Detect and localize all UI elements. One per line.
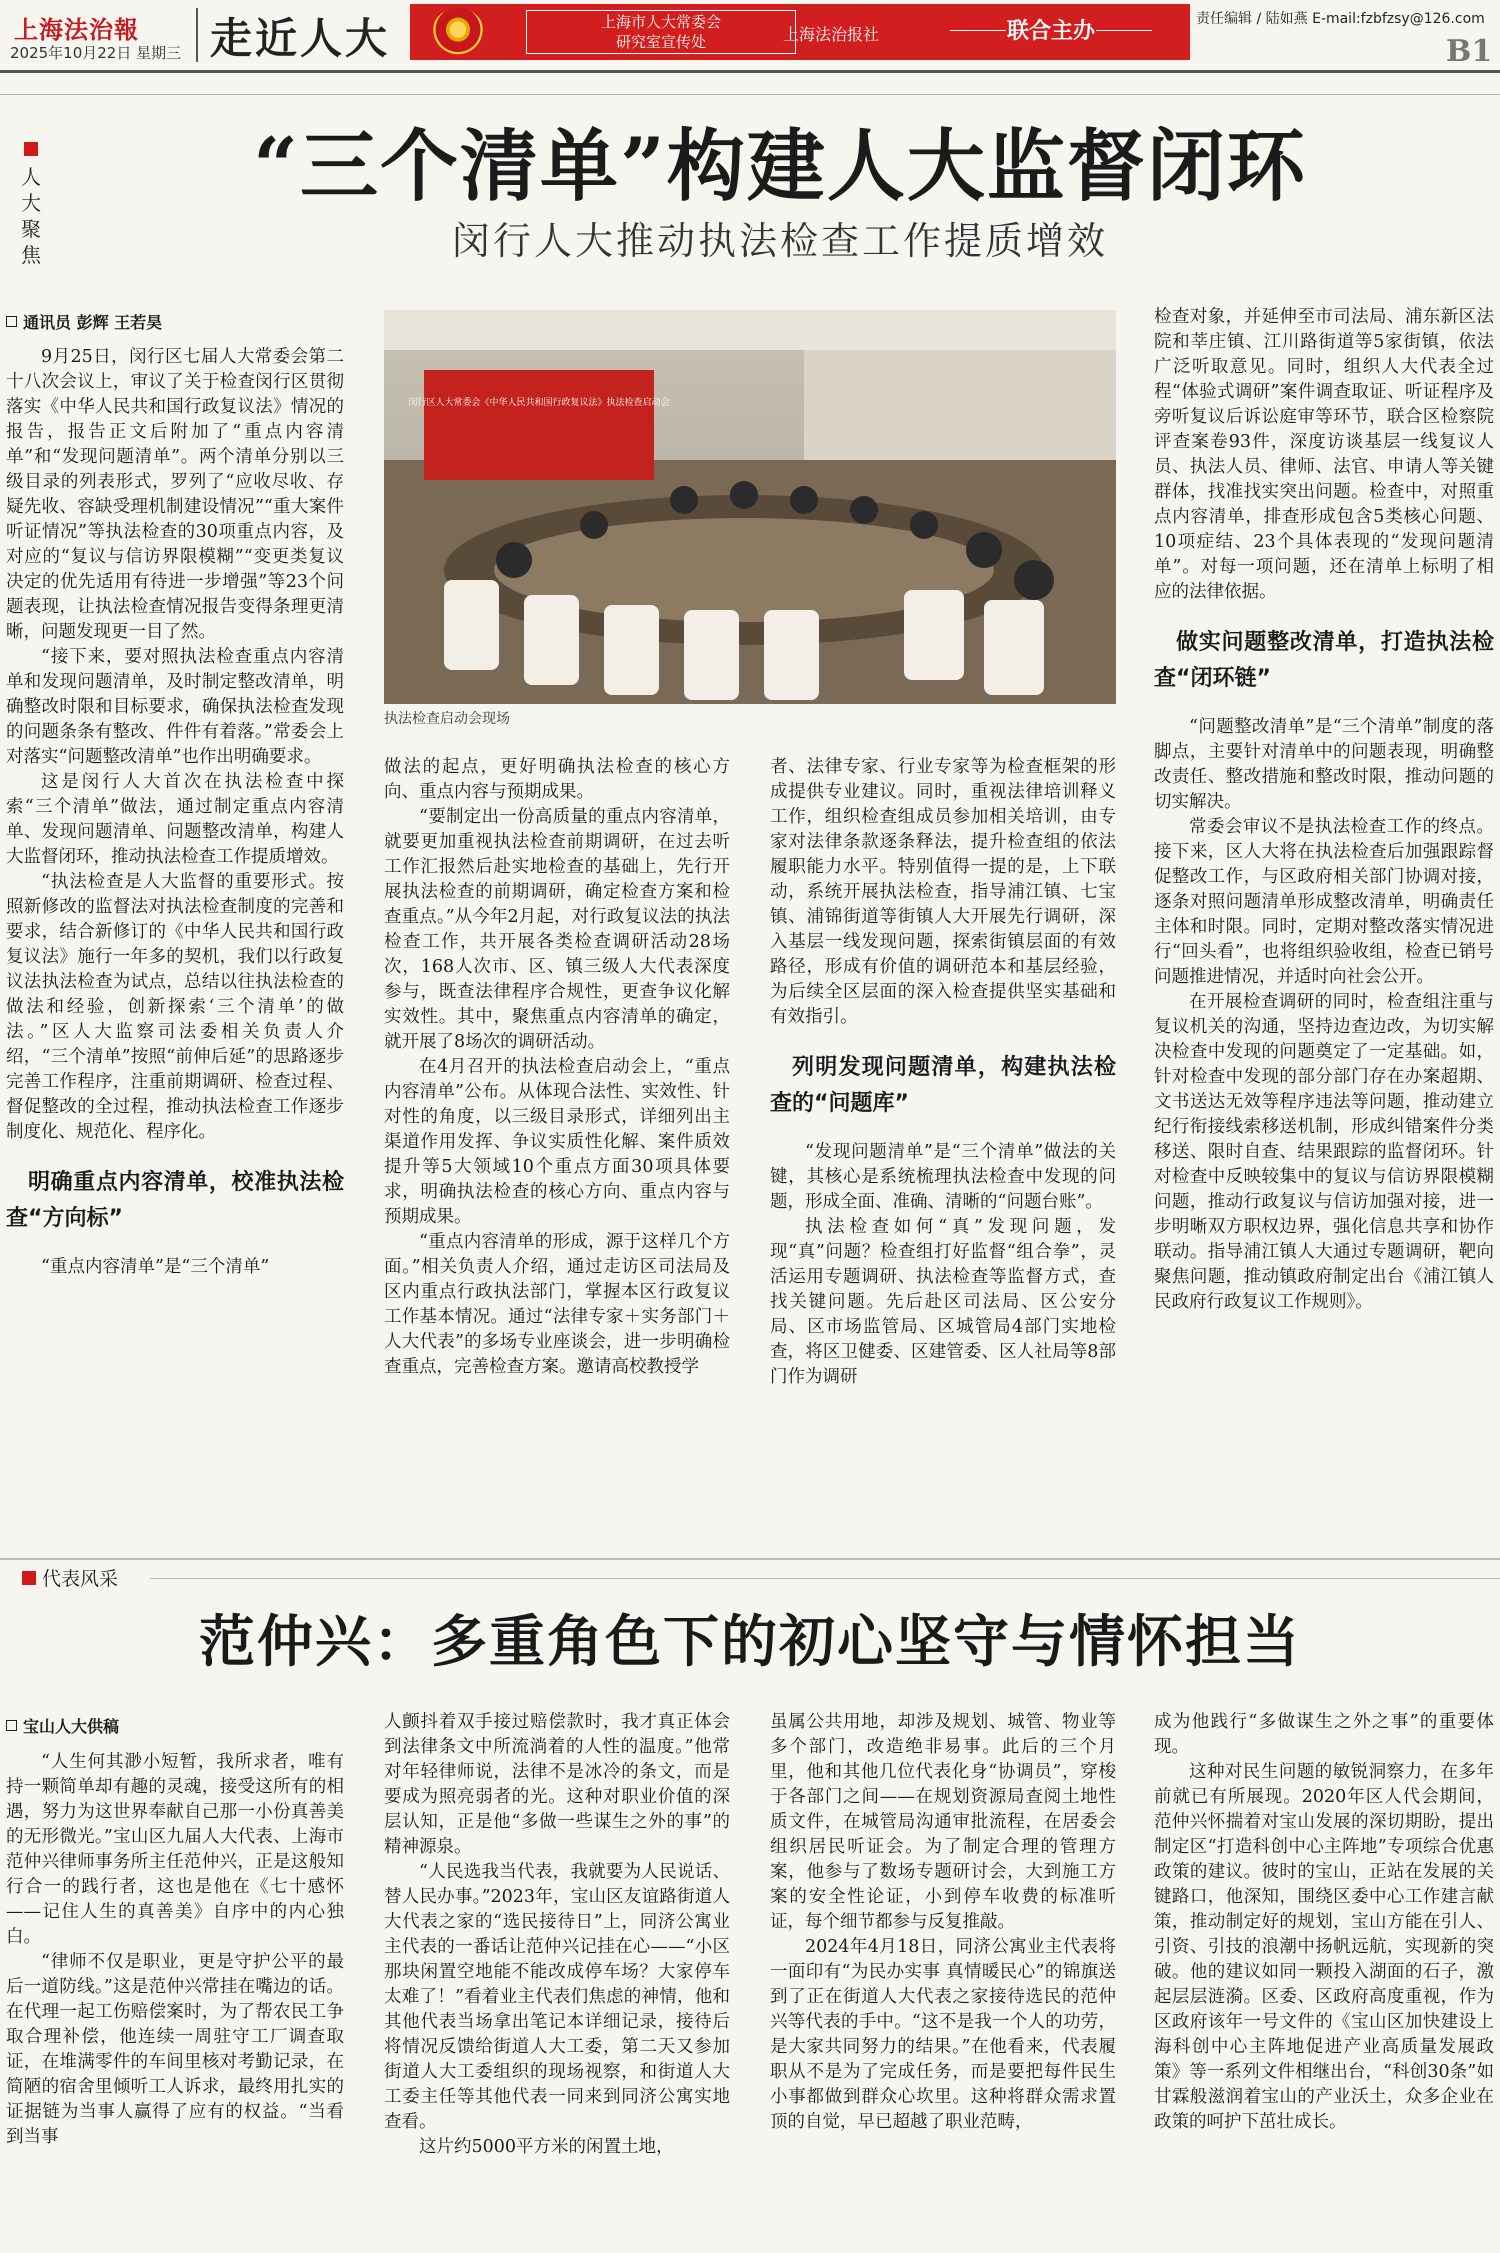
paragraph: “执法检查是人大监督的重要形式。按照新修改的监督法对执法检查制度的完善和要求，结合新修订的《中华人民共和国行政复议法》施行一年多的契机，我们以行政复议法执法检查为试点，总结以往执法检查的做法和经验，创新探索‘三个清单’的做法。”区人大监察司法委相关负责人介绍，“三个清单”按照“前伸后延”的思路逐步完善工作程序，注重前期调研、检查过程、督促整改的全过程，推动执法检查工作逐步制度化、规范化、程序化。: [6, 872, 344, 1142]
column-title: 走近人大: [210, 14, 391, 63]
article2-byline: [6, 1714, 119, 1737]
sub-headline: 闵行人大推动执法检查工作提质增效: [451, 219, 1108, 263]
article2-column-4: [1154, 1710, 1494, 2245]
red-square-icon: [22, 1571, 36, 1585]
paragraph: 在开展检查调研的同时，检查组注重与复议机关的沟通，坚持边查边改，为切实解决检查中发现的问题奠定了一定基础。如，针对检查中发现的部分部门存在办案超期、文书送达无效等程序违法等问题，推动建立纪行衔接线索移送机制，形成纠错案件分类移送、限时自查、结果跟踪的监督闭环。针对检查中反映较集中的复议与信访界限模糊问题，推动行政复议与信访加强对接，进一步明晰双方职权边界，强化信息共享和协作联动。指导浦江镇人大通过专题调研，靶向聚焦问题，推动镇政府制定出台《浦江镇人民政府行政复议工作规则》。: [1154, 992, 1494, 1312]
byline-text: 宝山人大供稿: [23, 1717, 120, 1736]
article2-column-1: [6, 1750, 344, 2245]
article2-headline: 范仲兴：多重角色下的初心坚守与情怀担当: [199, 1609, 1301, 1675]
subheading: 做实问题整改清单，打造执法检查“闭环链”: [1154, 630, 1494, 691]
paragraph: “人民选我当代表，我就要为人民说话、替人民办事。”2023年，宝山区友谊路街道人大代表之家的“选民接待日”上，同济公寓业主代表的一番话让范仲兴记挂在心——“小区那块闲置空地能不能改成停车场？大家停车太难了！”看着业主代表们焦虑的神情，他和其他代表当场拿出笔记本详细记录，接待后将情况反馈给街道人大工委，第二天又参加街道人大工委组织的现场视察，和街道人大工委主任等其他代表一同来到同济公寓实地查看。: [384, 1862, 730, 2132]
meeting-room-illustration: [384, 310, 1116, 704]
section-rule: [150, 1578, 1500, 1579]
joint-host-label: 联合主办: [1006, 18, 1095, 44]
paragraph: “问题整改清单”是“三个清单”制度的落脚点，主要针对清单中的问题表现，明确整改责任、整改措施和整改时限，推动问题的切实解决。: [1154, 717, 1494, 812]
sponsor-line-2: 研究室宣传处: [615, 33, 706, 51]
paragraph: 在4月召开的执法检查启动会上，“重点内容清单”公布。从体现合法性、实效性、针对性的角度，以三级目录形式，详细列出主渠道作用发挥、争议实质性化解、案件质效提升等5大领域10个重点方面30项具体要求，明确执法检查的核心方向、重点内容与预期成果。: [384, 1057, 730, 1227]
paragraph: 虽属公共用地，却涉及规划、城管、物业等多个部门，改造绝非易事。此后的三个月里，他和其他几位代表化身“协调员”，穿梭于各部门之间——在规划资源局查阅土地性质文件，在城管局沟通审批流程，在居委会组织居民听证会。为了制定合理的管理方案，他参与了数场专题研讨会，大到施工方案的安全性论证，小到停车收费的标准听证，每个细节都参与反复推敲。: [770, 1712, 1116, 1932]
photo-caption: 执法检查启动会现场: [384, 711, 510, 727]
paragraph: “要制定出一份高质量的重点内容清单，就要更加重视执法检查前期调研，在过去听工作汇报然后赴实地检查的基础上，先行开展执法检查的前期调研，确定检查方案和检查重点。”从今年2月起，对行政复议法的执法检查工作，共开展各类检查调研活动28场次，168人次市、区、镇三级人大代表深度参与，既查法律程序合规性，更查争议化解实效性。其中，聚焦重点内容清单的确定，就开展了8场次的调研活动。: [384, 807, 730, 1052]
paragraph: 这是闵行人大首次在执法检查中探索“三个清单”做法，通过制定重点内容清单、发现问题清单、问题整改清单，构建人大监督闭环，推动执法检查工作提质增效。: [6, 772, 344, 867]
masthead-divider: [196, 8, 198, 62]
article1-column-3: [770, 755, 1116, 1545]
paragraph: “发现问题清单”是“三个清单”做法的关键，其核心是系统梳理执法检查中发现的问题，形成全面、准确、清晰的“问题台账”。: [770, 1142, 1116, 1212]
article2-column-2: [384, 1710, 730, 2245]
article2-column-3: [770, 1710, 1116, 2245]
article-separator: [0, 1558, 1500, 1560]
paragraph: “人生何其渺小短暂，我所求者，唯有持一颗简单却有趣的灵魂，接受这所有的相遇，努力为这世界奉献自己那一小份真善美的无形微光。”宝山区九届人大代表、上海市范仲兴律师事务所主任范仲兴，正是这般知行合一的践行者，这也是他在《七十感怀——记住人生的真善美》自序中的内心独白。: [6, 1752, 344, 1947]
paragraph: 检查对象，并延伸至市司法局、浦东新区法院和莘庄镇、江川路街道等5家街镇，依法广泛听取意见。同时，组织人大代表全过程“体验式调研”案件调查取证、听证程序及旁听复议后诉讼庭审等环节，联合区检察院评查案卷93件，深度访谈基层一线复议人员、执法人员、律师、法官、申请人等关键群体，找准找实突出问题。检查中，对照重点内容清单，排查形成包含5类核心问题、10项症结、23个具体表现的“发现问题清单”。对每一项问题，还在清单上标明了相应的法律依据。: [1154, 307, 1494, 602]
host-rule-right: [1096, 30, 1152, 31]
sponsor-box: [526, 10, 796, 54]
paragraph: 执法检查如何“真”发现问题，发现“真”问题？检查组打好监督“组合拳”，灵活运用专题调研、执法检查等监督方式，查找关键问题。先后赴区司法局、区公安分局、区市场监管局、区城管局4部门实地检查，将区卫健委、区建管委、区人社局等8部门作为调研: [770, 1217, 1116, 1387]
section-tag: [18, 142, 44, 268]
article1-column-2: [384, 755, 730, 1545]
photo-banner-text: 闵行区人大常委会《中华人民共和国行政复议法》执法检查启动会: [408, 398, 670, 408]
paragraph: 这种对民生问题的敏锐洞察力，在多年前就已有所展现。2020年区人代会期间，范仲兴怀揣着对宝山发展的深切期盼，提出制定区“打造科创中心主阵地”专项综合优惠政策的建议。彼时的宝山，正站在发展的关键路口，他深知，围绕区委中心工作建言献策，推动制定好的规划，宝山方能在引人、引资、引技的浪潮中扬帆远航，实现新的突破。他的建议如同一颗投入湖面的石子，激起层层涟漪。区委、区政府高度重视，作为区政府该年一号文件的《宝山区加快建设上海科创中心主阵地促进产业高质量发展政策》等一系列文件相继出台，“科创30条”如甘霖般滋润着宝山的产业沃土，众多企业在政策的呵护下茁壮成长。: [1154, 1762, 1494, 2132]
section-tag-label: 人大聚焦: [21, 165, 41, 267]
byline: [6, 310, 162, 333]
paragraph: 成为他践行“多做谋生之外之事”的重要体现。: [1154, 1712, 1494, 1757]
paragraph: 2024年4月18日，同济公寓业主代表将一面印有“为民办实事 真情暖民心”的锦旗送到了正在街道人大代表之家接待选民的范仲兴等代表的手中。“这不是我一个人的功劳，是大家共同努力的结果。”在他看来，代表履职从不是为了完成任务，而是要把每件民生小事都做到群众心坎里。这种将群众需求置顶的自觉，早已超越了职业范畴，: [770, 1937, 1116, 2132]
paragraph: 人颤抖着双手接过赔偿款时，我才真正体会到法律条文中所流淌着的人性的温度。”他常对年轻律师说，法律不是冰冷的条文，而是要成为照亮弱者的光。这种对职业价值的深层认知，正是他“多做一些谋生之外的事”的精神源泉。: [384, 1712, 730, 1857]
paragraph: “重点内容清单”是“三个清单”: [41, 1257, 270, 1277]
subheading: 明确重点内容清单，校准执法检查“方向标”: [6, 1170, 344, 1231]
issue-date: 2025年10月22日 星期三: [10, 44, 182, 62]
sponsor-line-1: 上海市人大常委会: [600, 13, 721, 31]
subheading: 列明发现问题清单，构建执法检查的“问题库”: [770, 1055, 1116, 1116]
red-square-icon: [24, 142, 38, 156]
byline-box-icon: [6, 1720, 17, 1731]
paragraph: “律师不仅是职业，更是守护公平的最后一道防线。”这是范仲兴常挂在嘴边的话。在代理一起工伤赔偿案时，为了帮农民工争取合理补偿，他连续一周驻守工厂调查取证，在堆满零件的车间里核对考勤记录，在简陋的宿舍里倾听工人诉求，最终用扎实的证据链为当事人赢得了应有的权益。“当看到当事: [6, 1952, 344, 2147]
masthead-rule: [0, 70, 1500, 73]
byline-text: 通讯员 彭辉 王若昊: [23, 313, 163, 332]
paragraph: 这片约5000平方米的闲置土地，: [419, 2137, 674, 2157]
header-thin-rule: [0, 94, 1500, 95]
paragraph: 做法的起点，更好明确执法检查的核心方向、重点内容与预期成果。: [384, 757, 730, 802]
article1-column-4: [1154, 305, 1494, 1545]
paragraph: 者、法律专家、行业专家等为检查框架的形成提供专业建议。同时，重视法律培训释义工作，组织检查组成员参加相关培训，由专家对法律条款逐条释法，提升检查组的依法履职能力水平。特别值得一提的是，上下联动，系统开展执法检查，指导浦江镇、七宝镇、浦锦街道等街镇人大开展先行调研，深入基层一线发现问题，探索街镇层面的有效路径，形成有价值的调研范本和基层经验，为后续全区层面的深入检查提供坚实基础和有效指引。: [770, 757, 1116, 1027]
paragraph: 9月25日，闵行区七届人大常委会第二十八次会议上，审议了关于检查闵行区贯彻落实《中华人民共和国行政复议法》情况的报告，报告正文后附加了“重点内容清单”和“发现问题清单”。两个清单分别以三级目录的列表形式，罗列了“应收尽收、存疑先收、容缺受理机制建设情况”“重大案件听证情况”等执法检查的30项重点内容，及对应的“复议与信访界限模糊”“变更类复议决定的优先适用有待进一步增强”等23个问题表现，让执法检查情况报告变得条理更清晰，问题发现更一目了然。: [6, 347, 344, 642]
main-headline: “三个清单”构建人大监督闭环: [253, 121, 1307, 212]
section-tag-2: [22, 1564, 118, 1591]
article1-column-1: [6, 345, 344, 1545]
page-number: B1: [1446, 34, 1493, 69]
section-tag-2-label: 代表风采: [42, 1568, 119, 1590]
event-photo: [384, 310, 1116, 704]
national-emblem-icon: [432, 8, 484, 56]
masthead: [0, 0, 1500, 72]
sponsor-partner: 上海法治报社: [782, 25, 879, 44]
paragraph: 常委会审议不是执法检查工作的终点。接下来，区人大将在执法检查后加强跟踪督促整改工作，与区政府相关部门协调对接，逐条对照问题清单形成整改清单，明确责任主体和时限。同时，定期对整改落实情况进行“回头看”，也将组织验收组，检查已销号问题推进情况，并适时向社会公开。: [1154, 817, 1494, 987]
editor-credit: 责任编辑 / 陆如燕 E-mail:fzbfzsy@126.com: [1196, 11, 1485, 27]
newspaper-logo: 上海法治報: [14, 15, 139, 44]
paragraph: “接下来，要对照执法检查重点内容清单和发现问题清单，及时制定整改清单，明确整改时限和目标要求，确保执法检查发现的问题条条有整改、件件有着落。”常委会上对落实“问题整改清单”也作出明确要求。: [6, 647, 344, 767]
byline-box-icon: [6, 316, 17, 327]
paragraph: “重点内容清单的形成，源于这样几个方面。”相关负责人介绍，通过走访区司法局及区内重点行政执法部门，掌握本区行政复议工作基本情况。通过“法律专家＋实务部门＋人大代表”的多场专业座谈会，进一步明确检查重点，完善检查方案。邀请高校教授学: [384, 1232, 730, 1377]
